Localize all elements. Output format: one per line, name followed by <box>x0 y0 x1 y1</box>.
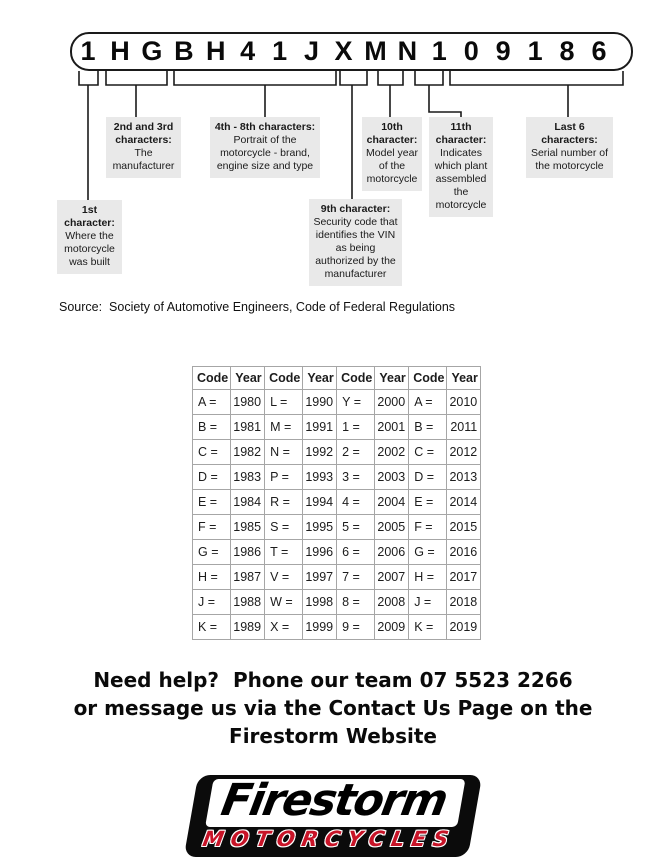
code-cell: M = <box>265 415 303 440</box>
year-cell: 2014 <box>447 490 481 515</box>
callout-title: 2nd and 3rd characters: <box>113 121 174 146</box>
year-table-row <box>193 515 481 540</box>
vin-character-4: B <box>174 36 194 66</box>
year-cell: 1982 <box>231 440 265 465</box>
code-cell: E = <box>193 490 231 515</box>
vin-character-9: X <box>334 36 353 66</box>
code-cell: K = <box>409 615 447 640</box>
year-table-row <box>193 390 481 415</box>
year-code-table <box>192 366 481 640</box>
year-table-row <box>193 440 481 465</box>
callout-9th-character <box>309 199 402 286</box>
vin-character-7: 1 <box>272 36 288 66</box>
help-text-block <box>0 666 666 750</box>
year-table-row <box>193 565 481 590</box>
header-year: Year <box>375 367 409 390</box>
code-cell: F = <box>193 515 231 540</box>
callout-body: Where the motorcycle was built <box>64 230 115 268</box>
year-table-row <box>193 490 481 515</box>
header-code: Code <box>265 367 303 390</box>
year-cell: 2005 <box>375 515 409 540</box>
year-cell: 1985 <box>231 515 265 540</box>
year-cell: 2011 <box>447 415 481 440</box>
callout-last-6-characters <box>526 117 613 178</box>
year-cell: 2015 <box>447 515 481 540</box>
code-cell: H = <box>193 565 231 590</box>
code-cell: G = <box>193 540 231 565</box>
code-cell: C = <box>409 440 447 465</box>
logo-tagline-text: MOTORCYCLES <box>200 827 458 851</box>
code-cell: B = <box>193 415 231 440</box>
year-table-row <box>193 465 481 490</box>
year-cell: 2007 <box>375 565 409 590</box>
year-cell: 1992 <box>303 440 337 465</box>
code-cell: 7 = <box>337 565 375 590</box>
year-table-row <box>193 540 481 565</box>
year-table-row <box>193 615 481 640</box>
vin-character-3: G <box>141 36 163 66</box>
code-cell: C = <box>193 440 231 465</box>
callout-body: Serial number of the motorcycle <box>530 147 609 172</box>
year-cell: 1990 <box>303 390 337 415</box>
vin-character-1: 1 <box>80 36 96 66</box>
firestorm-logo <box>184 775 483 857</box>
callout-body: The manufacturer <box>112 147 175 172</box>
year-cell: 2000 <box>375 390 409 415</box>
year-cell: 2019 <box>447 615 481 640</box>
code-cell: A = <box>409 390 447 415</box>
code-cell: P = <box>265 465 303 490</box>
year-cell: 2017 <box>447 565 481 590</box>
code-cell: 4 = <box>337 490 375 515</box>
year-cell: 1999 <box>303 615 337 640</box>
callout-body: Model year of the motorcycle <box>366 147 418 185</box>
year-cell: 2008 <box>375 590 409 615</box>
code-cell: 1 = <box>337 415 375 440</box>
year-cell: 1980 <box>231 390 265 415</box>
callout-11th-character <box>429 117 493 217</box>
code-cell: 6 = <box>337 540 375 565</box>
header-code: Code <box>409 367 447 390</box>
callout-body: Security code that identifies the VIN as being authorized by the manufacturer <box>313 216 398 280</box>
vin-diagram <box>0 0 666 330</box>
year-cell: 2013 <box>447 465 481 490</box>
vin-character-13: 0 <box>463 36 479 66</box>
callout-title: 11th character: <box>435 121 487 146</box>
callout-title: 9th character: <box>320 203 391 215</box>
code-cell: B = <box>409 415 447 440</box>
year-cell: 1988 <box>231 590 265 615</box>
code-cell: T = <box>265 540 303 565</box>
logo-row <box>0 775 666 857</box>
code-cell: 5 = <box>337 515 375 540</box>
callout-title: 1st character: <box>64 204 115 229</box>
vin-character-15: 1 <box>527 36 543 66</box>
vin-character-11: N <box>397 36 418 66</box>
header-year: Year <box>303 367 337 390</box>
code-cell: 2 = <box>337 440 375 465</box>
header-code: Code <box>337 367 375 390</box>
help-line-3: Firestorm Website <box>229 724 437 748</box>
code-cell: 9 = <box>337 615 375 640</box>
vin-character-14: 9 <box>495 36 511 66</box>
vin-character-10: M <box>364 36 387 66</box>
year-cell: 1997 <box>303 565 337 590</box>
code-cell: H = <box>409 565 447 590</box>
vin-character-5: H <box>206 36 226 66</box>
vin-character-2: H <box>110 36 130 66</box>
code-cell: Y = <box>337 390 375 415</box>
year-cell: 1993 <box>303 465 337 490</box>
callout-title: 10th character: <box>366 121 418 146</box>
code-cell: R = <box>265 490 303 515</box>
header-year: Year <box>447 367 481 390</box>
year-table-row <box>193 415 481 440</box>
vin-character-8: J <box>304 36 320 66</box>
code-cell: G = <box>409 540 447 565</box>
help-line-2: or message us via the Contact Us Page on the <box>73 696 593 720</box>
year-cell: 1991 <box>303 415 337 440</box>
code-cell: D = <box>409 465 447 490</box>
vin-character-16: 8 <box>559 36 575 66</box>
year-cell: 1981 <box>231 415 265 440</box>
code-cell: E = <box>409 490 447 515</box>
code-cell: N = <box>265 440 303 465</box>
callout-body: Portrait of the motorcycle - brand, engine size and type <box>216 134 314 172</box>
year-cell: 2016 <box>447 540 481 565</box>
year-cell: 1995 <box>303 515 337 540</box>
code-cell: J = <box>409 590 447 615</box>
year-cell: 1986 <box>231 540 265 565</box>
code-cell: S = <box>265 515 303 540</box>
callout-4th-8th-characters <box>210 117 320 178</box>
logo-brand-text: Firestorm <box>205 779 466 827</box>
year-cell: 2002 <box>375 440 409 465</box>
code-cell: 8 = <box>337 590 375 615</box>
year-cell: 1983 <box>231 465 265 490</box>
year-cell: 2004 <box>375 490 409 515</box>
code-cell: F = <box>409 515 447 540</box>
code-cell: A = <box>193 390 231 415</box>
year-cell: 1994 <box>303 490 337 515</box>
help-line-1: Need help? Phone our team 07 5523 2266 <box>93 668 573 692</box>
vin-character-6: 4 <box>240 36 256 66</box>
year-cell: 1989 <box>231 615 265 640</box>
year-cell: 1984 <box>231 490 265 515</box>
year-table-header-row <box>193 367 481 390</box>
callout-1st-character <box>57 200 122 274</box>
callout-2nd-3rd-characters <box>106 117 181 178</box>
callout-body: Indicates which plant assembled the motorcycle <box>434 147 488 211</box>
code-cell: V = <box>265 565 303 590</box>
header-code: Code <box>193 367 231 390</box>
year-cell: 2009 <box>375 615 409 640</box>
vin-number-box <box>70 32 633 71</box>
code-cell: J = <box>193 590 231 615</box>
year-cell: 2018 <box>447 590 481 615</box>
vin-character-12: 1 <box>431 36 447 66</box>
year-cell: 2003 <box>375 465 409 490</box>
year-cell: 1987 <box>231 565 265 590</box>
callout-title: 4th - 8th characters: <box>214 121 316 133</box>
year-cell: 1996 <box>303 540 337 565</box>
year-cell: 2006 <box>375 540 409 565</box>
code-cell: K = <box>193 615 231 640</box>
vin-character-17: 6 <box>591 36 607 66</box>
header-year: Year <box>231 367 265 390</box>
code-cell: 3 = <box>337 465 375 490</box>
callout-10th-character <box>362 117 422 191</box>
code-cell: X = <box>265 615 303 640</box>
year-cell: 2001 <box>375 415 409 440</box>
code-cell: W = <box>265 590 303 615</box>
callout-title: Last 6 characters: <box>541 121 598 146</box>
code-cell: D = <box>193 465 231 490</box>
year-cell: 2012 <box>447 440 481 465</box>
year-cell: 1998 <box>303 590 337 615</box>
year-cell: 2010 <box>447 390 481 415</box>
year-table-row <box>193 590 481 615</box>
source-note: Source: Society of Automotive Engineers, Code of Federal Regulations <box>59 300 456 314</box>
code-cell: L = <box>265 390 303 415</box>
